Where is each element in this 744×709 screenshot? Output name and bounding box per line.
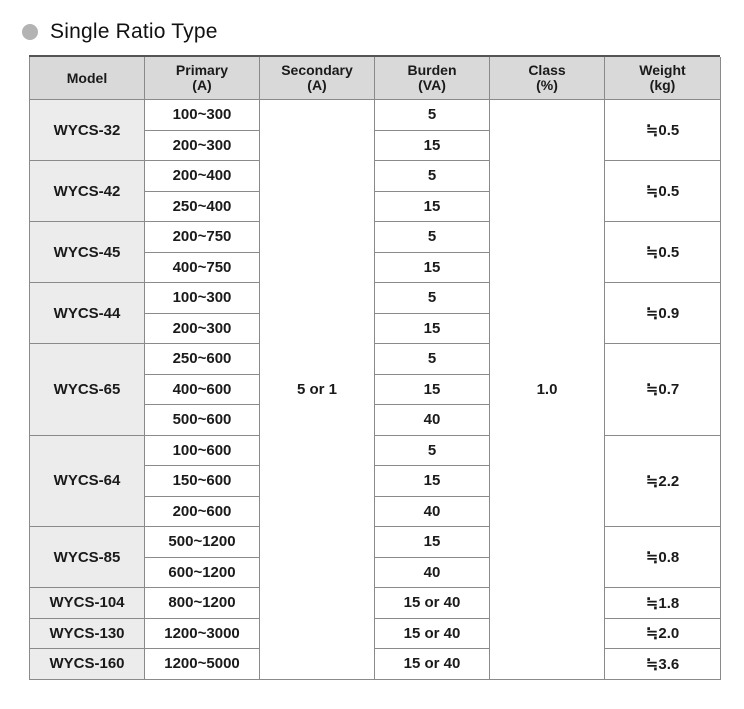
weight-cell: ≒0.5 <box>605 222 721 283</box>
class-cell: 1.0 <box>490 100 605 680</box>
table-row <box>30 283 721 314</box>
primary-cell: 250~400 <box>145 191 260 222</box>
table-body <box>30 100 721 680</box>
spec-table <box>29 57 721 680</box>
bullet-circle-icon <box>22 24 38 40</box>
primary-cell: 150~600 <box>145 466 260 497</box>
weight-cell: ≒0.5 <box>605 100 721 161</box>
weight-cell: ≒0.7 <box>605 344 721 436</box>
primary-cell: 200~750 <box>145 222 260 253</box>
section-title-text: Single Ratio Type <box>50 20 218 43</box>
model-cell: WYCS-45 <box>30 222 145 283</box>
header-burden: Burden (VA) <box>375 57 490 100</box>
table-row <box>30 344 721 375</box>
header-model: Model <box>30 57 145 100</box>
model-cell: WYCS-104 <box>30 588 145 619</box>
model-cell: WYCS-160 <box>30 649 145 680</box>
burden-cell: 40 <box>375 405 490 436</box>
burden-cell: 5 <box>375 222 490 253</box>
weight-cell: ≒1.8 <box>605 588 721 619</box>
burden-cell: 15 <box>375 527 490 558</box>
burden-cell: 15 or 40 <box>375 618 490 649</box>
primary-cell: 200~600 <box>145 496 260 527</box>
burden-cell: 15 <box>375 191 490 222</box>
burden-cell: 40 <box>375 557 490 588</box>
primary-cell: 200~400 <box>145 161 260 192</box>
burden-cell: 15 <box>375 466 490 497</box>
primary-cell: 500~1200 <box>145 527 260 558</box>
primary-cell: 100~300 <box>145 100 260 131</box>
model-cell: WYCS-64 <box>30 435 145 527</box>
header-class: Class (%) <box>490 57 605 100</box>
header-weight: Weight (kg) <box>605 57 721 100</box>
burden-cell: 15 <box>375 374 490 405</box>
burden-cell: 40 <box>375 496 490 527</box>
table-row <box>30 649 721 680</box>
burden-cell: 5 <box>375 283 490 314</box>
primary-cell: 100~600 <box>145 435 260 466</box>
burden-cell: 15 or 40 <box>375 649 490 680</box>
burden-cell: 5 <box>375 344 490 375</box>
burden-cell: 15 <box>375 313 490 344</box>
secondary-cell: 5 or 1 <box>260 100 375 680</box>
primary-cell: 400~750 <box>145 252 260 283</box>
model-cell: WYCS-130 <box>30 618 145 649</box>
section-title <box>22 16 218 48</box>
table-row <box>30 435 721 466</box>
table-row <box>30 527 721 558</box>
primary-cell: 250~600 <box>145 344 260 375</box>
burden-cell: 5 <box>375 435 490 466</box>
model-cell: WYCS-32 <box>30 100 145 161</box>
burden-cell: 15 <box>375 130 490 161</box>
model-cell: WYCS-42 <box>30 161 145 222</box>
burden-cell: 5 <box>375 100 490 131</box>
primary-cell: 1200~5000 <box>145 649 260 680</box>
primary-cell: 800~1200 <box>145 588 260 619</box>
model-cell: WYCS-65 <box>30 344 145 436</box>
primary-cell: 200~300 <box>145 130 260 161</box>
weight-cell: ≒0.8 <box>605 527 721 588</box>
burden-cell: 5 <box>375 161 490 192</box>
table-row <box>30 161 721 192</box>
weight-cell: ≒0.5 <box>605 161 721 222</box>
burden-cell: 15 <box>375 252 490 283</box>
weight-cell: ≒2.0 <box>605 618 721 649</box>
primary-cell: 500~600 <box>145 405 260 436</box>
primary-cell: 1200~3000 <box>145 618 260 649</box>
model-cell: WYCS-44 <box>30 283 145 344</box>
table-row <box>30 618 721 649</box>
burden-cell: 15 or 40 <box>375 588 490 619</box>
primary-cell: 100~300 <box>145 283 260 314</box>
table-row <box>30 222 721 253</box>
table-row <box>30 100 721 131</box>
model-cell: WYCS-85 <box>30 527 145 588</box>
table-header-row <box>30 57 721 100</box>
weight-cell: ≒3.6 <box>605 649 721 680</box>
primary-cell: 400~600 <box>145 374 260 405</box>
weight-cell: ≒0.9 <box>605 283 721 344</box>
primary-cell: 600~1200 <box>145 557 260 588</box>
primary-cell: 200~300 <box>145 313 260 344</box>
weight-cell: ≒2.2 <box>605 435 721 527</box>
table-row <box>30 588 721 619</box>
header-primary: Primary (A) <box>145 57 260 100</box>
header-secondary: Secondary (A) <box>260 57 375 100</box>
